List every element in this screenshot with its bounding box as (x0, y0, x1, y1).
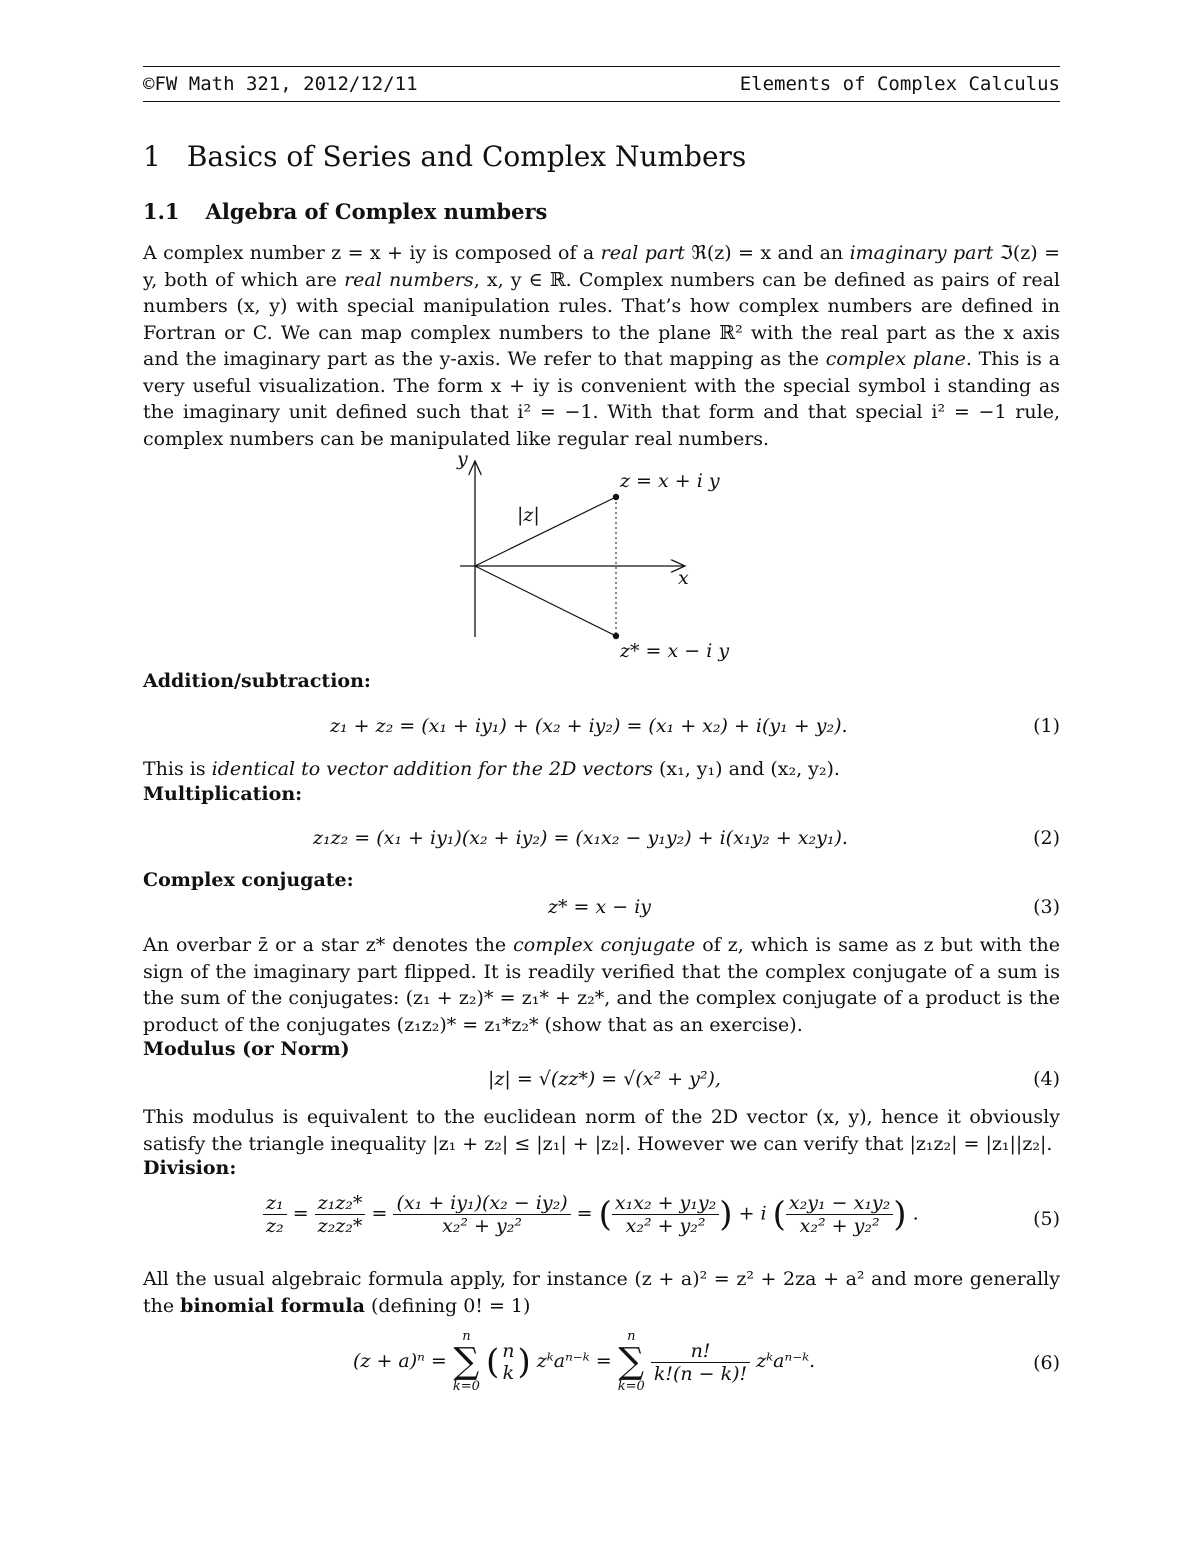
y-axis-label: y (457, 448, 468, 470)
equation-5-body: $\frac{\text{z₁}}{\text{z₂}}$ = $\frac{\text{z₁z₂*}}{\text{z₂z₂*}}$ = $\frac{\text{(x₁ + iy₁)(x₂ − iy₂)}}{\text{x₂² + y₂²}}$ = ( $\frac{\text{x₁x₂ + y₁y₂}}{\text{x₂² + y₂²}}$ ) + i ( $\frac{\text{x₂y₁ − x₁y₂}}{\text{x₂² + y₂²}}$ ) . (263, 1192, 919, 1237)
equation-4-tag: (4) (1033, 1068, 1060, 1090)
equation-6-body: (z + a)ⁿ = n ∑ k=0 ( n k ) zᵏaⁿ⁻ᵏ = n ∑ k=0 $\frac{n!}{k!(n - k)!}$ zᵏaⁿ⁻ᵏ. (353, 1329, 816, 1394)
section-title: Basics of Series and Complex Numbers (186, 140, 747, 173)
addition-note: This is identical to vector addition for the 2D vectors (x₁, y₁) and (x₂, y₂). (143, 758, 840, 780)
conjugate-heading: Complex conjugate: (143, 869, 354, 891)
modulus-heading: Modulus (or Norm) (143, 1038, 350, 1060)
addition-heading: Addition/subtraction: (143, 670, 371, 692)
subsection-title: Algebra of Complex numbers (205, 199, 548, 224)
x-axis-label: x (678, 567, 689, 589)
conjugate-paragraph: An overbar z̄ or a star z* denotes the complex conjugate of z, which is same as z but with the sign of the imaginary part flipped. It is readily verified that the complex conjugate of a sum is the sum of the conjugates: (z₁ + z₂)* = z₁* + z₂*, and the complex conjugate of a product is the product of the conjugates (z₁z₂)* = z₁*z₂* (show that as an exercise). (143, 934, 1060, 1036)
sum-symbol-1: n ∑ k=0 (452, 1329, 480, 1394)
header-left: ©FW Math 321, 2012/12/11 (143, 73, 418, 95)
binomial-fraction: $\frac{n!}{k!(n - k)!}$ (651, 1340, 750, 1385)
conjugate-label: z* = x − i y (620, 640, 730, 662)
subsection-heading (143, 199, 547, 224)
equation-5-tag: (5) (1033, 1208, 1060, 1230)
multiplication-heading: Multiplication: (143, 783, 303, 805)
binomial-paragraph: All the usual algebraic formula apply, for instance (z + a)² = z² + 2za + a² and more generally the binomial formula (defining 0! = 1) (143, 1268, 1060, 1317)
equation-4-body: |z| = √(zz*) = √(x² + y²), (488, 1068, 721, 1090)
conjugate-vector (475, 566, 616, 636)
equation-6 (143, 1330, 1060, 1400)
modulus-label: |z| (517, 504, 540, 526)
intro-paragraph: A complex number z = x + iy is composed of a real part ℜ(z) = x and an imaginary part ℑ(z) = y, both of which are real numbers, x, y ∈ ℝ. Complex numbers can be defined as pairs of real numbers (x, y) with special manipulation rules. That’s how complex numbers are defined in Fortran or C. We can map complex numbers to the plane ℝ² with the real part as the x axis and the imaginary part as the y-axis. We refer to that mapping as the complex plane. This is a very useful visualization. The form x + iy is convenient with the special symbol i standing as the imaginary unit defined such that i² = −1. With that form and that special i² = −1 rule, complex numbers can be manipulated like regular real numbers. (143, 242, 1061, 450)
binomial-coefficient: n k (502, 1340, 515, 1384)
modulus-paragraph: This modulus is equivalent to the euclidean norm of the 2D vector (x, y), hence it obviously satisfy the triangle inequality |z₁ + z₂| ≤ |z₁| + |z₂|. However we can verify that |z₁z₂| = |z₁||z₂|. (143, 1106, 1060, 1155)
div-frac-4: $\frac{\text{x₁x₂ + y₁y₂}}{\text{x₂² + y₂²}}$ (612, 1192, 719, 1237)
section-heading (143, 140, 746, 173)
modulus-vector (475, 497, 616, 566)
div-frac-1: $\frac{\text{z₁}}{\text{z₂}}$ (263, 1192, 287, 1237)
equation-3-tag: (3) (1033, 896, 1060, 918)
header-right: Elements of Complex Calculus (739, 73, 1060, 95)
subsection-number: 1.1 (143, 199, 180, 224)
equation-1-body: z₁ + z₂ = (x₁ + iy₁) + (x₂ + iy₂) = (x₁ + x₂) + i(y₁ + y₂). (330, 715, 848, 737)
equation-1-tag: (1) (1033, 715, 1060, 737)
div-frac-2: $\frac{\text{z₁z₂*}}{\text{z₂z₂*}}$ (315, 1192, 366, 1237)
equation-2-tag: (2) (1033, 827, 1060, 849)
equation-5 (143, 1192, 1060, 1248)
div-frac-3: $\frac{\text{(x₁ + iy₁)(x₂ − iy₂)}}{\text{x₂² + y₂²}}$ (393, 1192, 570, 1237)
section-number: 1 (143, 140, 161, 173)
running-header (143, 66, 1060, 102)
equation-2-body: z₁z₂ = (x₁ + iy₁)(x₂ + iy₂) = (x₁x₂ − y₁y₂) + i(x₁y₂ + x₂y₁). (313, 827, 848, 849)
sum-symbol-2: n ∑ k=0 (617, 1329, 645, 1394)
z-label: z = x + i y (620, 470, 720, 492)
z-point (613, 494, 619, 500)
complex-plane-figure (430, 447, 770, 672)
equation-6-tag: (6) (1033, 1352, 1060, 1374)
div-frac-5: $\frac{\text{x₂y₁ − x₁y₂}}{\text{x₂² + y₂²}}$ (786, 1192, 893, 1237)
equation-3-body: z* = x − iy (548, 896, 652, 918)
division-heading: Division: (143, 1157, 237, 1179)
z-conj-point (613, 633, 619, 639)
